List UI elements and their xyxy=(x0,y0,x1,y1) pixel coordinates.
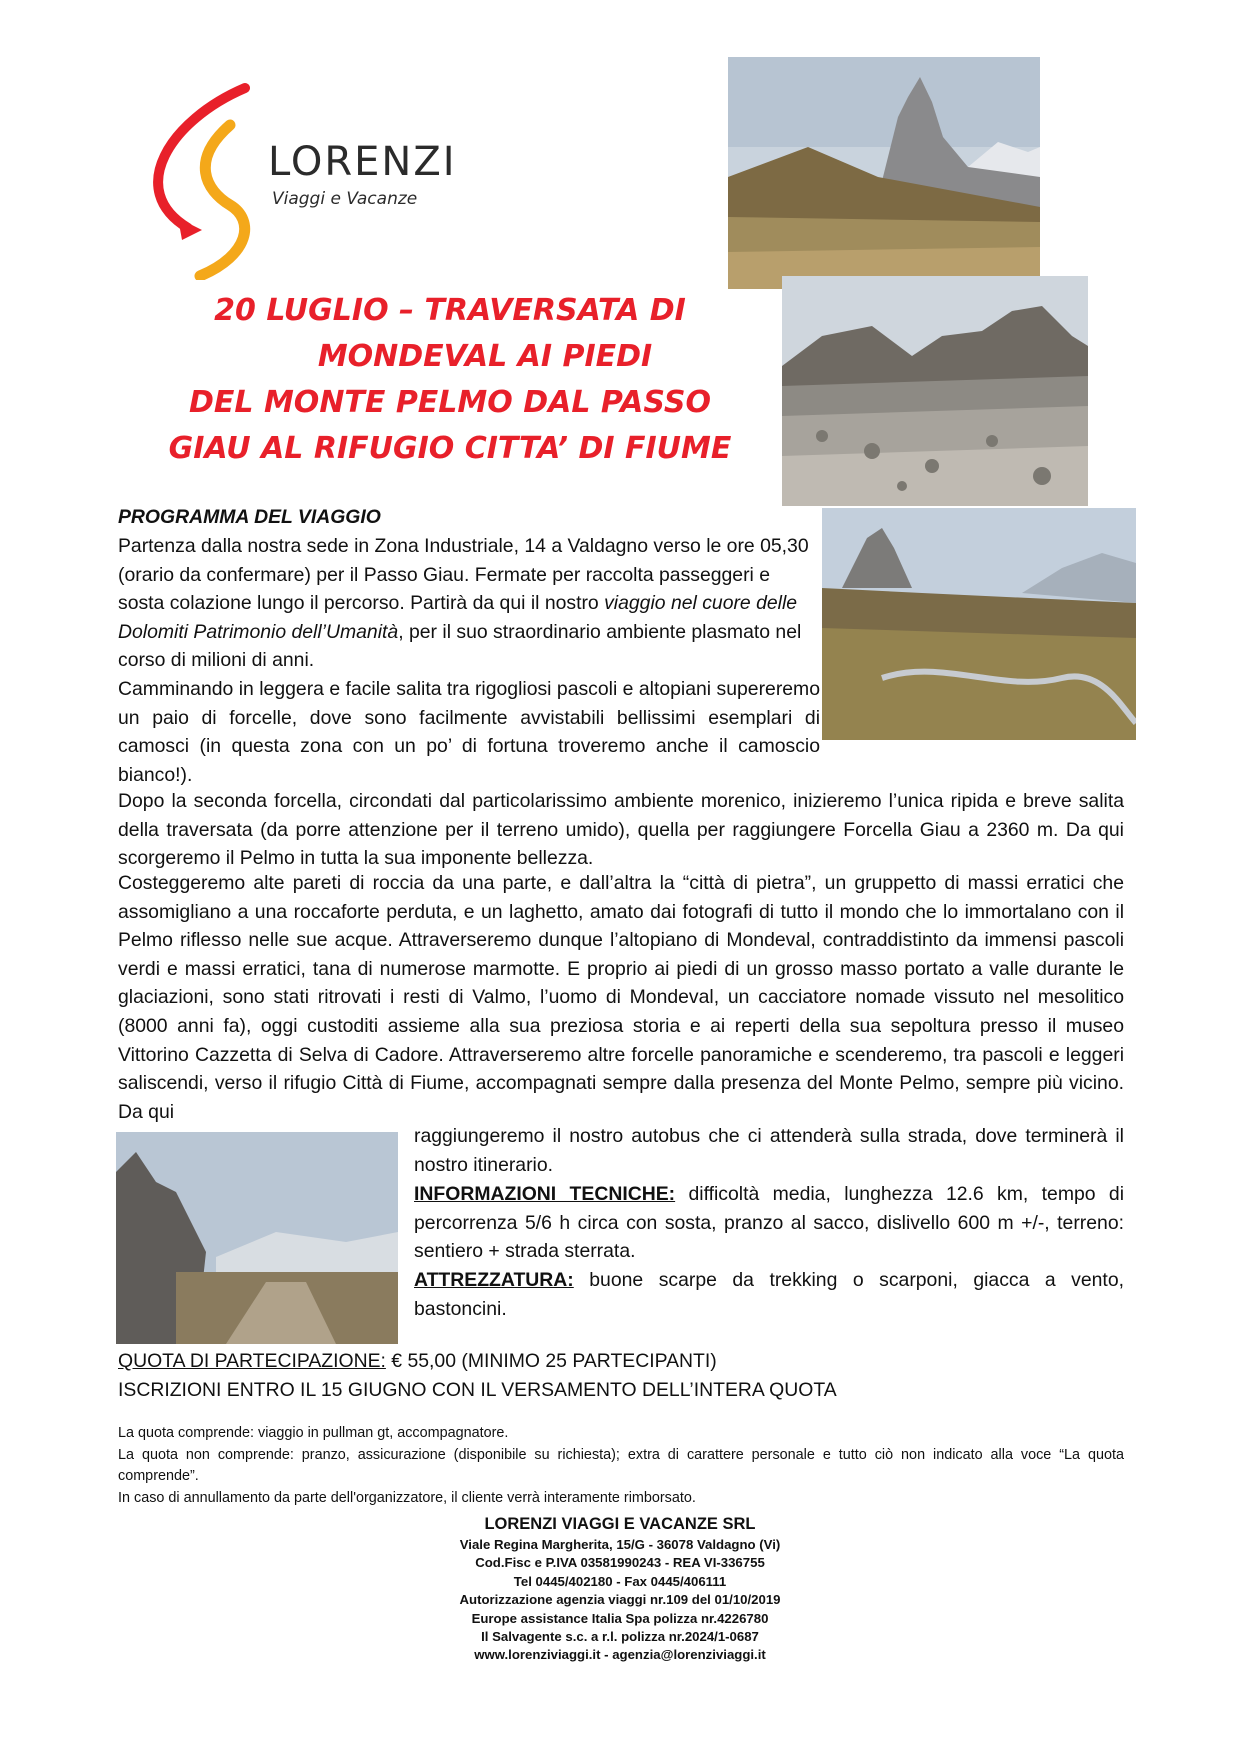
footer-address: Viale Regina Margherita, 15/G - 36078 Valdagno (Vi) xyxy=(459,1537,781,1552)
price-value: € 55,00 (MINIMO 25 PARTECIPANTI) xyxy=(385,1350,717,1372)
footer-insurance-2: Il Salvagente s.c. a r.l. polizza nr.2024/1-0687 xyxy=(481,1629,759,1645)
intro-text-a: Partenza dalla nostra sede in Zona Industriale, 14 a Valdagno verso le ore 05,30 (orario da confermare) per il Passo Giau. Fermate per raccolta passeggeri e sosta colazione lungo il percorso. Partirà da qui il nostro xyxy=(118,535,809,615)
cancellation-note: In caso di annullamento da parte dell'organizzatore, il cliente verrà interamente rimborsato. xyxy=(118,1490,696,1506)
footer-company: LORENZI VIAGGI E VACANZE SRL xyxy=(484,1515,756,1533)
technical-info-text: difficoltà media, lunghezza 12.6 km, tempo di percorrenza 5/6 h circa con sosta, pranzo al sacco, dislivello 600 m +/-, terreno: sentiero + strada sterrata. xyxy=(414,1183,1125,1263)
company-logo xyxy=(130,80,500,280)
price-line xyxy=(118,1347,1018,1376)
program-paragraph-2: Camminando in leggera e facile salita tra rigogliosi pascoli e altopiani supereremo un paio di forcelle, dove sono facilmente avvistabili bellissimi esemplari di camosci (in questa zona con un po’ di fortuna troveremo anche il camoscio bianco!). xyxy=(118,678,820,786)
includes-note: La quota comprende: viaggio in pullman gt, accompagnatore. xyxy=(118,1425,509,1441)
svg-text:Viaggi e Vacanze: Viaggi e Vacanze xyxy=(272,189,418,209)
excludes-note: La quota non comprende: pranzo, assicurazione (disponibile su richiesta); extra di carattere personale e tutto ciò non indicato alla voce “La quota comprende”. xyxy=(118,1447,1124,1484)
equipment-info xyxy=(414,1266,1124,1323)
program-paragraph-3: Dopo la seconda forcella, circondati dal particolarissimo ambiente morenico, inizieremo l’unica ripida e breve salita della traversata (da porre attenzione per il terreno umido), quella per raggiungere Forcella Giau a 2360 m. Da qui scorgeremo il Pelmo in tutta la sua imponente bellezza. xyxy=(118,790,1124,870)
mountain-photo-4 xyxy=(116,1132,398,1344)
program-paragraph-5: raggiungeremo il nostro autobus che ci attenderà sulla strada, dove terminerà il nostro itinerario. xyxy=(414,1125,1124,1176)
technical-info xyxy=(414,1180,1124,1266)
footer-phone: Tel 0445/402180 - Fax 0445/406111 xyxy=(513,1573,727,1589)
footer-insurance-1: Europe assistance Italia Spa polizza nr.4226780 xyxy=(471,1610,769,1626)
svg-text:LORENZI: LORENZI xyxy=(268,139,457,185)
company-footer xyxy=(320,1512,920,1665)
footer-license: Autorizzazione agenzia viaggi nr.109 del 01/10/2019 xyxy=(459,1592,781,1608)
equipment-label: ATTREZZATURA: xyxy=(414,1269,574,1291)
intro-text-b: , per il suo straordinario ambiente plasmato nel corso di milioni di anni. xyxy=(118,620,802,672)
equipment-text: buone scarpe da trekking o scarponi, giacca a vento, bastoncini. xyxy=(414,1269,1124,1320)
intro-text-italic: viaggio nel cuore delle Dolomiti Patrimonio dell’Umanità xyxy=(118,592,798,643)
mountain-photo-3 xyxy=(822,508,1136,740)
title-line-1: 20 LUGLIO – TRAVERSATA DI xyxy=(214,293,686,328)
mountain-photo-2 xyxy=(782,276,1088,506)
price-label: QUOTA DI PARTECIPAZIONE: xyxy=(118,1350,386,1372)
program-heading: PROGRAMMA DEL VIAGGIO xyxy=(118,506,381,528)
signup-deadline: ISCRIZIONI ENTRO IL 15 GIUGNO CON IL VERSAMENTO DELL’INTERA QUOTA xyxy=(118,1379,837,1401)
program-paragraph-4: Costeggeremo alte pareti di roccia da una parte, e dall’altra la “città di pietra”, un gruppetto di massi erratici che assomigliano a una roccaforte perduta, e un laghetto, amato dai fotografi di tutto il mondo che lo immortalano con il Pelmo riflesso nelle sue acque. Attraverseremo dunque l’altopiano di Mondeval, contraddistinto da immensi pascoli verdi e massi erratici, tana di numerose marmotte. E proprio ai piedi di un grosso masso portato a valle durante le glaciazioni, sono stati ritrovati i resti di Valmo, l’uomo di Mondeval, un cacciatore nomade vissuto nel mesolitico (8000 anni fa), oggi custoditi assieme alla sua preziosa storia e ai reperti della sua sepoltura presso il museo Vittorino Cazzetta di Selva di Cadore. Attraverseremo altre forcelle panoramiche e scenderemo, tra pascoli e leggeri saliscendi, verso il rifugio Città di Fiume, accompagnati sempre dalla presenza del Monte Pelmo, sempre più vicino. Da qui xyxy=(118,872,1124,1123)
program-intro xyxy=(118,532,818,675)
title-line-2: MONDEVAL AI PIEDI xyxy=(317,339,653,374)
technical-info-label: INFORMAZIONI TECNICHE: xyxy=(414,1183,676,1205)
event-title xyxy=(100,288,800,472)
mountain-photo-1 xyxy=(728,57,1040,289)
footer-contacts[interactable]: www.lorenziviaggi.it - agenzia@lorenziviaggi.it xyxy=(474,1647,766,1663)
title-line-3: DEL MONTE PELMO DAL PASSO xyxy=(189,385,711,420)
footer-fiscal: Cod.Fisc e P.IVA 03581990243 - REA VI-336755 xyxy=(475,1555,765,1571)
title-line-4: GIAU AL RIFUGIO CITTA’ DI FIUME xyxy=(168,431,732,466)
